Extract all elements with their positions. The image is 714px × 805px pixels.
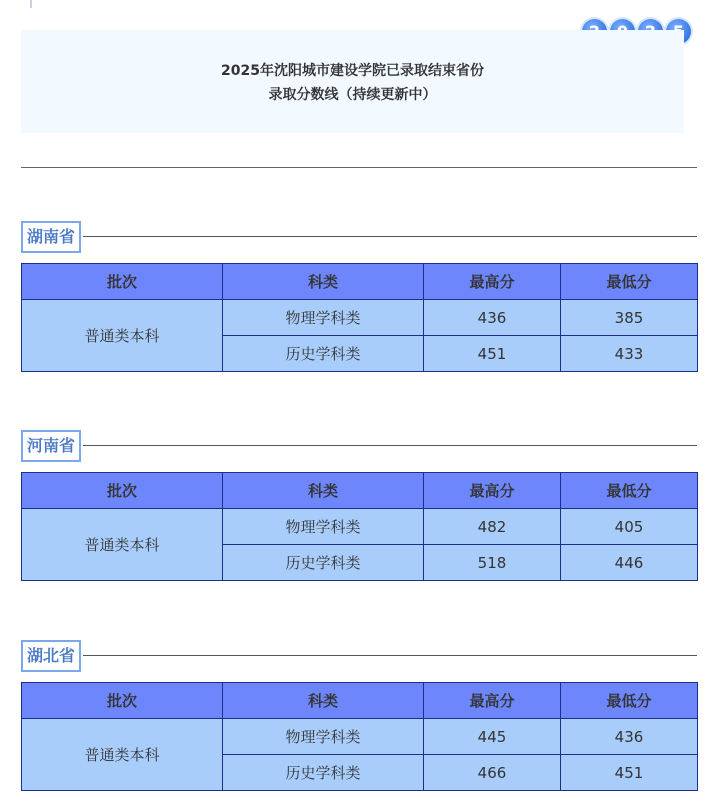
batch-cell: 普通类本科 — [22, 719, 223, 791]
score-table — [21, 263, 698, 372]
column-header-min: 最低分 — [561, 473, 698, 509]
column-header-batch: 批次 — [22, 264, 223, 300]
province-rule-line — [83, 445, 697, 446]
column-header-batch: 批次 — [22, 473, 223, 509]
max-score-cell: 482 — [424, 509, 561, 545]
max-score-cell: 518 — [424, 545, 561, 581]
category-cell: 物理学科类 — [223, 300, 424, 336]
min-score-cell: 436 — [561, 719, 698, 755]
top-decoration-line — [30, 0, 32, 8]
min-score-cell: 385 — [561, 300, 698, 336]
min-score-cell: 446 — [561, 545, 698, 581]
header-box — [21, 30, 684, 133]
category-cell: 历史学科类 — [223, 755, 424, 791]
min-score-cell: 433 — [561, 336, 698, 372]
table-header-row — [22, 473, 698, 509]
province-section-henan — [21, 430, 697, 572]
min-score-cell: 451 — [561, 755, 698, 791]
category-cell: 历史学科类 — [223, 336, 424, 372]
column-header-category: 科类 — [223, 683, 424, 719]
table-header-row — [22, 683, 698, 719]
column-header-min: 最低分 — [561, 683, 698, 719]
province-label: 湖南省 — [21, 221, 81, 253]
max-score-cell: 451 — [424, 336, 561, 372]
table-row — [22, 300, 698, 336]
column-header-min: 最低分 — [561, 264, 698, 300]
province-rule-line — [83, 236, 697, 237]
column-header-max: 最高分 — [424, 264, 561, 300]
score-table — [21, 472, 698, 581]
page-subtitle: 录取分数线（持续更新中） — [268, 87, 437, 103]
category-cell: 物理学科类 — [223, 719, 424, 755]
section-divider — [21, 167, 697, 168]
max-score-cell: 445 — [424, 719, 561, 755]
page-title: 2025年沈阳城市建设学院已录取结束省份 — [221, 63, 484, 79]
table-header-row — [22, 264, 698, 300]
province-label: 河南省 — [21, 430, 81, 462]
min-score-cell: 405 — [561, 509, 698, 545]
column-header-max: 最高分 — [424, 683, 561, 719]
province-section-hunan — [21, 221, 697, 363]
column-header-category: 科类 — [223, 473, 424, 509]
province-label: 湖北省 — [21, 640, 81, 672]
max-score-cell: 436 — [424, 300, 561, 336]
province-section-hubei — [21, 640, 697, 782]
category-cell: 物理学科类 — [223, 509, 424, 545]
batch-cell: 普通类本科 — [22, 509, 223, 581]
max-score-cell: 466 — [424, 755, 561, 791]
batch-cell: 普通类本科 — [22, 300, 223, 372]
table-row — [22, 509, 698, 545]
column-header-batch: 批次 — [22, 683, 223, 719]
category-cell: 历史学科类 — [223, 545, 424, 581]
column-header-category: 科类 — [223, 264, 424, 300]
score-table — [21, 682, 698, 791]
table-row — [22, 719, 698, 755]
column-header-max: 最高分 — [424, 473, 561, 509]
province-rule-line — [83, 655, 697, 656]
